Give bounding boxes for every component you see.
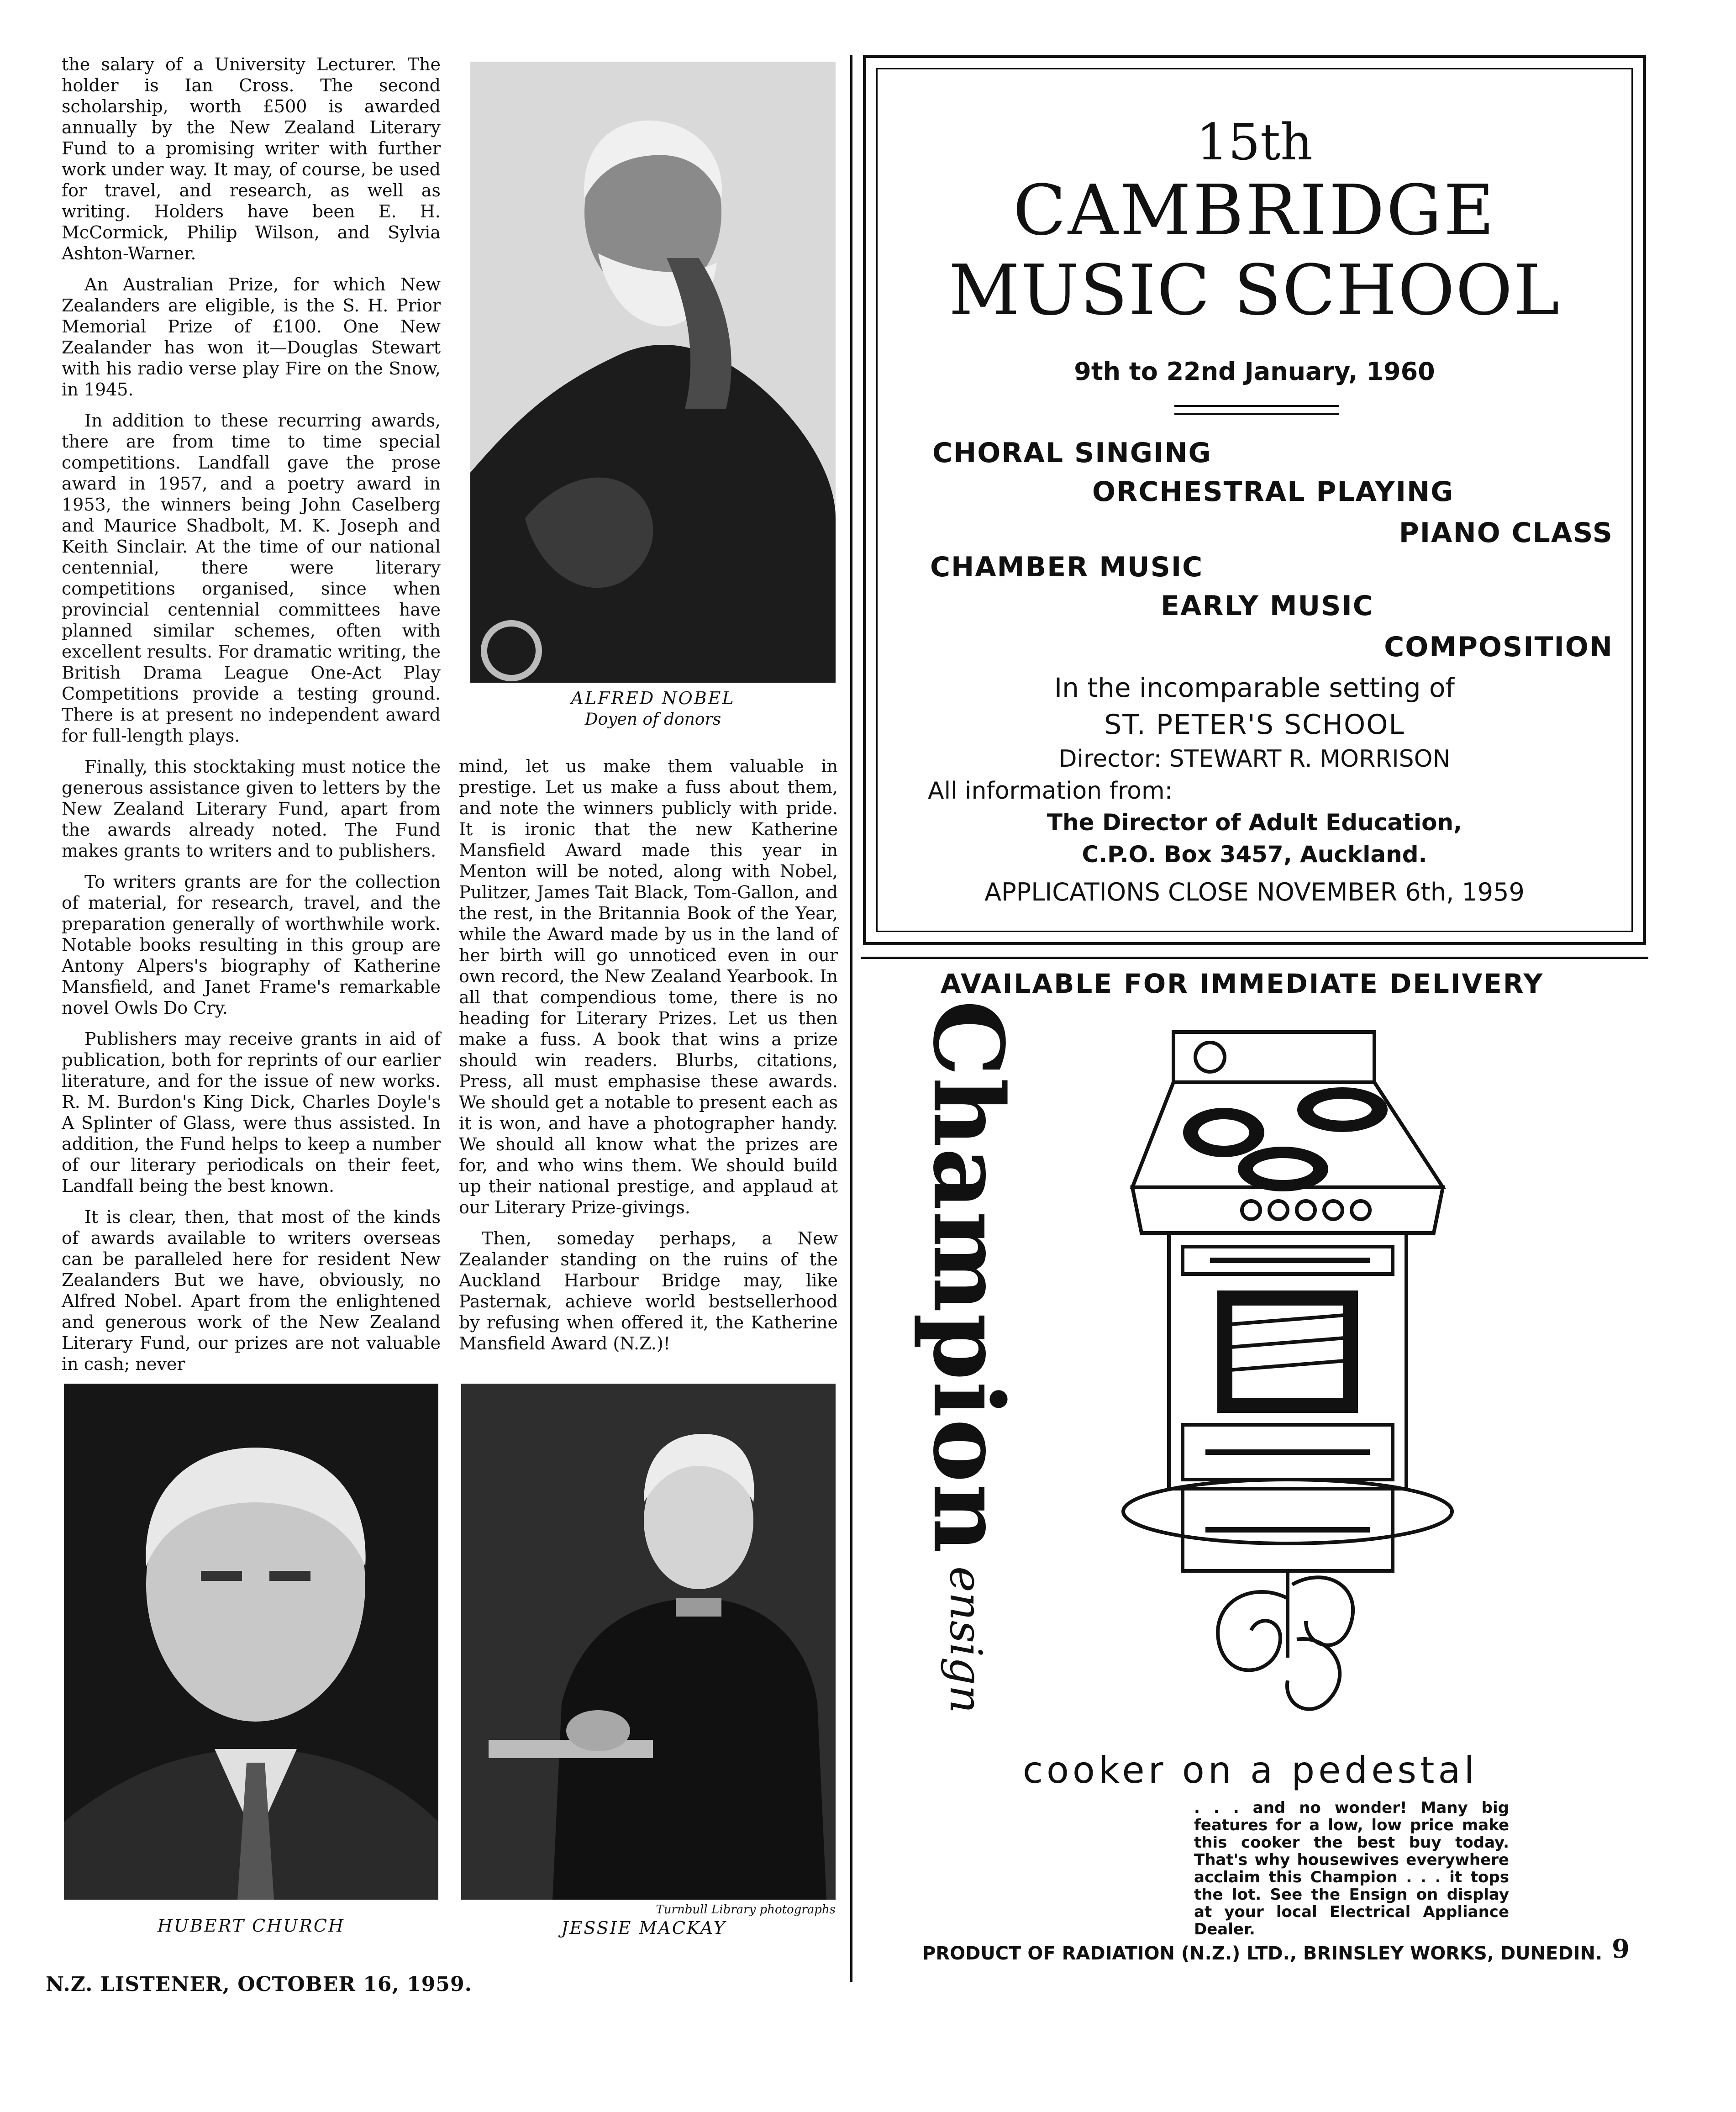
article-column-1 [62,54,441,1385]
paragraph: Then, someday perhaps, a New Zealander standing on the ruins of the Auckland Harbour Bridge may, like Pasternak, achieve world bestsellerhood by refusing when offered it, the Katherine Mansfield Award (N.Z.)! [459,1228,838,1354]
ad-setting: In the incomparable setting of [1054,672,1455,703]
ad-closing: APPLICATIONS CLOSE NOVEMBER 6th, 1959 [984,878,1525,906]
paragraph: To writers grants are for the collection of material, for research, travel, and the preparation generally of worthwhile work. Notable books resulting in this group are Antony Alpers's biography of Katherine Mansfield, and Janet Frame's remarkable novel Owls Do Cry. [62,872,441,1018]
portrait-illustration [64,1384,438,1900]
paragraph: Finally, this stocktaking must notice the generous assistance given to letters by the New Zealand Literary Fund, apart from the awards already noted. The Fund makes grants to writers and to publishers. [62,757,441,861]
course-composition: COMPOSITION [1384,631,1613,663]
paragraph: Publishers may receive grants in aid of publication, both for reprints of our earlier literature, and for the issue of new works. R. M. Burdon's King Dick, Charles Doyle's A Splinter of Glass, were thus assisted. In addition, the Fund helps to keep a number of our literary periodicals on their feet, Landfall being the best known. [62,1029,441,1196]
ad-separator [861,957,1648,959]
nobel-subtitle: Doyen of donors [584,710,721,729]
ad-double-rule [1174,405,1339,415]
photo-credit: Turnbull Library photographs [656,1903,836,1917]
ad-title-line1: CAMBRIDGE [1013,170,1496,251]
cooker-illustration [1114,1018,1470,1740]
ad-title-line2: MUSIC SCHOOL [948,250,1561,331]
hubert-church-photo [64,1384,438,1900]
course-early: EARLY MUSIC [1161,590,1374,622]
publication-footer: N.Z. LISTENER, OCTOBER 16, 1959. [46,1973,472,1996]
cooker-drawing [1114,1018,1470,1740]
jessie-mackay-photo [461,1384,836,1900]
ad-info-label: All information from: [928,777,1173,805]
church-caption: HUBERT CHURCH [157,1916,345,1936]
paragraph: the salary of a University Lecturer. The holder is Ian Cross. The second scholarship, worth £500 is awarded annually by the New Zealand Literary Fund to a promising writer with further work under way. It may, of course, be used for travel, and research, as well as writing. Holders have been E. H. McCormick, Philip Wilson, and Sylvia Ashton-Warner. [62,54,441,263]
portrait-illustration [470,62,836,683]
ad-edition: 15th [1196,113,1313,171]
course-chamber: CHAMBER MUSIC [930,551,1204,583]
ad-contact-line1: The Director of Adult Education, [1047,809,1462,836]
paragraph: It is clear, then, that most of the kinds of awards available to writers overseas can be paralleled here for resident New Zealanders But we have, obviously, no Alfred Nobel. Apart from the enlightened and generous work of the New Zealand Literary Fund, our prizes are not valuable in cash; never [62,1207,441,1374]
nobel-name: ALFRED NOBEL [571,688,735,708]
course-piano: PIANO CLASS [1399,517,1613,549]
mackay-caption: JESSIE MACKAY [561,1918,726,1938]
cooker-maker: PRODUCT OF RADIATION (N.Z.) LTD., BRINSLEY WORKS, DUNEDIN. [922,1943,1603,1964]
alfred-nobel-photo [470,62,836,683]
cooker-tagline: cooker on a pedestal [1023,1749,1478,1791]
page-number: 9 [1612,1934,1630,1964]
ad-venue: ST. PETER'S SCHOOL [1104,709,1405,741]
music-school-ad [863,55,1646,945]
column-divider [850,55,852,1982]
article-column-2 [459,756,838,1364]
ad-inner-border [876,68,1633,932]
cooker-headline: AVAILABLE FOR IMMEDIATE DELIVERY [941,968,1544,999]
ensign-model: ensign [940,1566,991,1713]
ad-director: Director: STEWART R. MORRISON [1058,745,1451,773]
cooker-body-text: . . . and no wonder! Many big features for a low, low price make this cooker the best buy today. That's why housewives everywhere acclaim this Champion . . . it tops the lot. See the Ensign on display at your local Electrical Appliance Dealer. [1194,1799,1509,1938]
paragraph: An Australian Prize, for which New Zealanders are eligible, is the S. H. Prior Memorial Prize of £100. One New Zealander has won it—Douglas Stewart with his radio verse play Fire on the Snow, in 1945. [62,274,441,400]
ad-contact-line2: C.P.O. Box 3457, Auckland. [1082,841,1427,868]
course-orchestral: ORCHESTRAL PLAYING [1092,476,1454,508]
portrait-illustration [461,1384,836,1900]
course-choral: CHORAL SINGING [932,437,1212,469]
paragraph: mind, let us make them valuable in prestige. Let us make a fuss about them, and note the winners publicly with pride. It is ironic that the new Katherine Mansfield Award made this year in Menton will be noted, along with Nobel, Pulitzer, James Tait Black, Tom-Gallon, and the rest, in the Britannia Book of the Year, while the Award made by us in the land of her birth will go unnoticed even in our own record, the New Zealand Yearbook. In all that compendious tome, there is no heading for Literary Prizes. Let us then make a fuss. A book that wins a prize should win readers. Blurbs, citations, Press, all must emphasise these awards. We should get a notable to present each as it is won, and have a photographer handy. We should all know what the prizes are for, and who wins them. We should build up their national prestige, and applaud at our Literary Prize-givings. [459,756,838,1217]
nobel-caption [470,687,836,730]
ad-dates: 9th to 22nd January, 1960 [1074,357,1435,386]
champion-brand: Champion [912,1000,1025,1554]
paragraph: In addition to these recurring awards, there are from time to time special competitions. Landfall gave the prose award in 1957, and a poetry award in 1953, the winners being John Caselberg and Maurice Shadbolt, M. K. Joseph and Keith Sinclair. At the time of our national centennial, there were literary competitions organised, since when provincial centennial committees have planned similar schemes, often with excellent results. For dramatic writing, the British Drama League One-Act Play Competitions provide a testing ground. There is at present no independent award for full-length plays. [62,411,441,746]
